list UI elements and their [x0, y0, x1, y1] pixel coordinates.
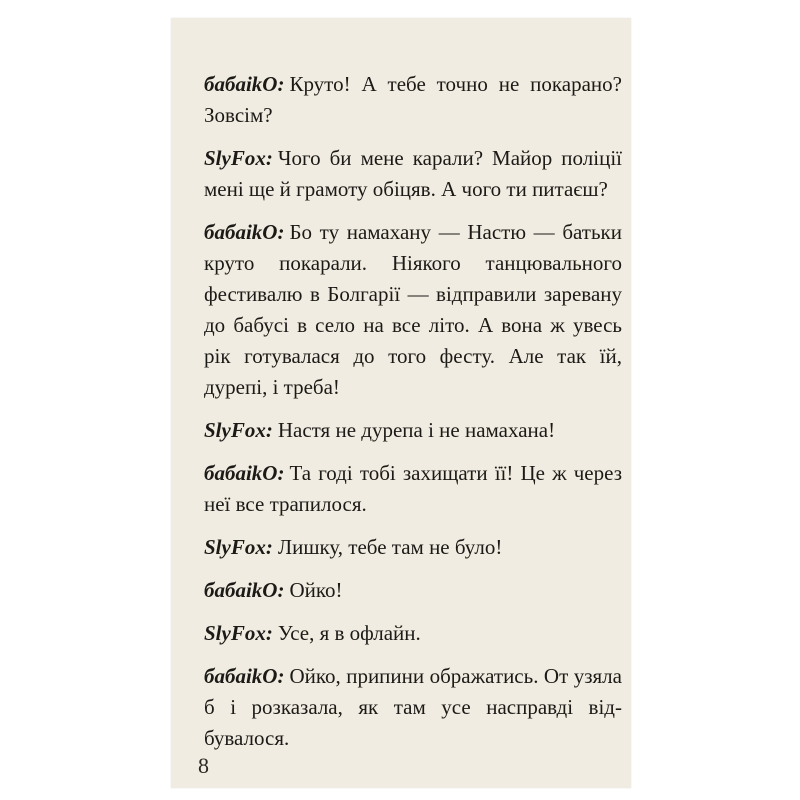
chat-entry	[204, 661, 622, 754]
chat-entry	[204, 217, 622, 403]
message-text: Бо ту намахану — Настю — батьки круто покарали. Ніякого танцювального фестивалю в Болгарії — відправили заревану до бабусі в село на все літо. А вона ж увесь рік готувалася до того фесту. Але так їй, дурепі, і треба!	[204, 220, 622, 399]
speaker-name: бабаikO:	[204, 461, 285, 485]
message-text: Чого би мене карали? Майор поліції мені ще й грамоту обіцяв. А чого ти питаєш?	[204, 146, 622, 201]
chat-entry	[204, 575, 622, 606]
chat-entry	[204, 69, 622, 131]
speaker-name: бабаikO:	[204, 220, 285, 244]
speaker-name: бабаikO:	[204, 578, 285, 602]
page-number: 8	[198, 753, 209, 778]
chat-transcript	[204, 69, 622, 766]
speaker-name: SlyFox:	[204, 535, 273, 559]
message-text: Та годі тобі захищати її! Це ж через неї все трапилося.	[204, 461, 622, 516]
chat-entry	[204, 618, 622, 649]
speaker-name: SlyFox:	[204, 621, 273, 645]
message-text: Настя не дурепа і не намахана!	[277, 418, 556, 442]
chat-entry	[204, 532, 622, 563]
chat-entry	[204, 415, 622, 446]
speaker-name: бабаikO:	[204, 72, 285, 96]
speaker-name: SlyFox:	[204, 418, 273, 442]
message-text: Ойко!	[289, 578, 343, 602]
message-text: Ойко, припини ображатись. От узяла б і розказала, як там усе насправді відбувалося.	[204, 664, 622, 750]
chat-entry	[204, 143, 622, 205]
message-text: Усе, я в офлайн.	[277, 621, 421, 645]
chat-entry	[204, 458, 622, 520]
message-text: Лишку, тебе там не було!	[277, 535, 503, 559]
speaker-name: бабаikO:	[204, 664, 285, 688]
speaker-name: SlyFox:	[204, 146, 273, 170]
book-page	[171, 18, 631, 788]
message-text: Круто! А тебе точно не покарано? Зовсім?	[204, 72, 622, 127]
